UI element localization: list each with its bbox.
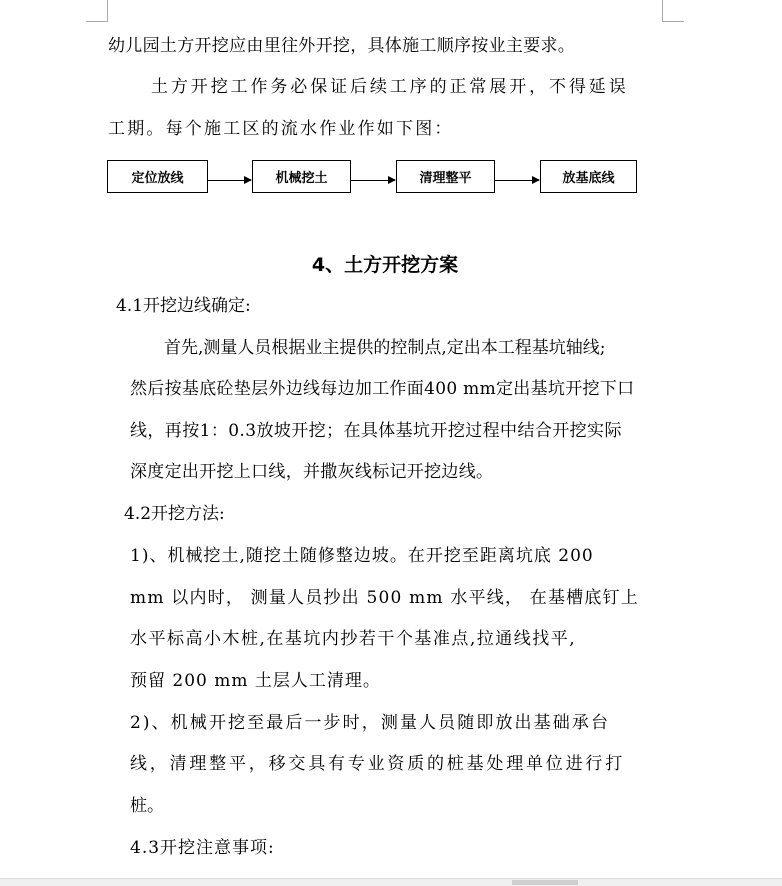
paragraph-line: 幼儿园土方开挖应由里往外开挖，具体施工顺序按业主要求。 <box>108 36 576 56</box>
paragraph-line: 深度定出开挖上口线，并撒灰线标记开挖边线。 <box>130 462 494 482</box>
subsection-title: 4.3开挖注意事项: <box>130 838 275 858</box>
flow-step: 清理整平 <box>396 160 495 193</box>
paragraph-line: 1)、机械挖土,随挖土随修整边坡。在开挖至距离坑底 200 <box>130 546 594 566</box>
flow-arrow <box>494 180 539 181</box>
flow-step: 机械挖土 <box>252 160 351 193</box>
paragraph-line: 工期。每个施工区的流水作业作如下图： <box>108 119 454 139</box>
flow-step: 放基底线 <box>540 160 637 193</box>
subsection-title: 4.2开挖方法: <box>124 504 225 524</box>
paragraph-line: 线，清理整平，移交具有专业资质的桩基处理单位进行打 <box>130 754 625 774</box>
section-heading: 4、土方开挖方案 <box>311 254 459 276</box>
subsection-title: 4.1开挖边线确定: <box>116 296 251 316</box>
flow-step: 定位放线 <box>107 160 208 193</box>
paragraph-line: mm 以内时， 测量人员抄出 500 mm 水平线， 在基槽底钉上 <box>130 588 639 608</box>
workflow-diagram <box>107 160 637 193</box>
paragraph-line: 土方开挖工作务必保证后续工序的正常展开，不得延误 <box>151 77 629 97</box>
paragraph-line: 预留 200 mm 土层人工清理。 <box>130 671 381 691</box>
flow-arrow <box>350 180 395 181</box>
margin-corner-mark <box>86 0 108 22</box>
paragraph-line: 水平标高小木桩,在基坑内抄若干个基准点,拉通线找平, <box>130 629 577 649</box>
paragraph-line: 首先,测量人员根据业主提供的控制点,定出本工程基坑轴线; <box>164 338 606 358</box>
scrollbar-thumb[interactable] <box>512 880 578 885</box>
paragraph-line: 2)、机械开挖至最后一步时，测量人员随即放出基础承台 <box>130 713 611 733</box>
margin-corner-mark <box>662 0 684 22</box>
paragraph-line: 然后按基底砼垫层外边线每边加工作面400 mm定出基坑开挖下口 <box>130 379 635 399</box>
paragraph-line: 线，再按1：0.3放坡开挖；在具体基坑开挖过程中结合开挖实际 <box>130 421 622 441</box>
flow-arrow <box>207 180 251 181</box>
paragraph-line: 桩。 <box>130 796 164 816</box>
